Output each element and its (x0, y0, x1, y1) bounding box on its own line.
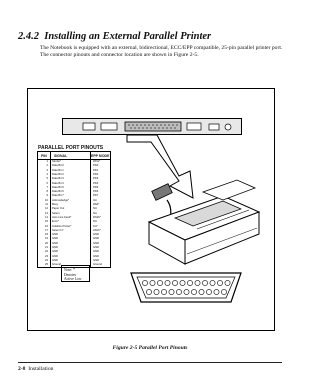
pin-epp-mode: PD4 (93, 181, 99, 185)
pinout-table (37, 151, 111, 268)
pin-epp-mode: AStrb* (93, 228, 101, 232)
pin-number: 15 (45, 220, 48, 224)
pin-epp-mode: NU (93, 220, 97, 224)
pin-signal: Data Bit 5 (52, 185, 64, 189)
pin-signal: Initialize Printer* (52, 224, 72, 228)
page-footer (18, 366, 53, 372)
pin-epp-mode: Wait* (93, 203, 100, 206)
pin-epp-mode: PD7 (93, 194, 99, 198)
pin-number: 18 (45, 233, 48, 237)
pinout-row (38, 177, 110, 181)
pin-epp-mode: GND (93, 233, 99, 237)
pin-number: 4 (46, 172, 48, 176)
pin-epp-mode: PD5 (93, 185, 99, 189)
pin-number: 6 (46, 181, 48, 185)
pinout-row (38, 207, 110, 211)
pinout-row (38, 212, 110, 216)
pin-signal: Data Bit 7 (52, 194, 64, 198)
pin-signal: Auto Line Feed* (52, 215, 72, 219)
pin-epp-mode: GND (93, 254, 99, 258)
pin-number: 17 (45, 228, 48, 232)
note-line-2: Active Low (64, 277, 82, 282)
pin-number: 2 (46, 164, 48, 168)
pin-signal: Select In* (52, 228, 64, 232)
pin-epp-mode: Ground (93, 263, 102, 267)
page-number: 2-8 (18, 366, 26, 372)
pin-number: 23 (45, 254, 48, 258)
pin-number: 13 (45, 211, 48, 215)
pinout-row (38, 246, 110, 250)
pin-signal: GND (52, 233, 58, 237)
pinout-row (38, 160, 110, 164)
pinout-row (38, 237, 110, 241)
pin-epp-mode: Init* (93, 224, 98, 228)
pin-number: 3 (46, 168, 48, 172)
pin-epp-mode: PD1 (93, 168, 99, 172)
section-title: Installing an External Parallel Printer (44, 31, 212, 42)
pin-epp-mode: Write* (93, 160, 101, 163)
pinout-row (38, 229, 110, 233)
pinout-row (38, 164, 110, 168)
pinout-row (38, 225, 110, 229)
note-line-1: Note: * Denotes (64, 268, 77, 277)
pinout-row (38, 220, 110, 224)
pin-signal: Ground (52, 263, 61, 267)
pin-signal: GND (52, 246, 58, 249)
pin-epp-mode: PD3 (93, 177, 99, 181)
pin-signal: GND (52, 254, 58, 258)
pin-signal: Select (52, 211, 60, 215)
header-signal: SIGNAL (54, 153, 68, 158)
pinout-row (38, 233, 110, 237)
header-epp-mode: EPP MODE (91, 153, 110, 158)
header-pin: PIN (41, 153, 47, 158)
pin-signal: Data Bit 4 (52, 181, 64, 185)
pin-epp-mode: GND (93, 258, 99, 262)
pin-number: 5 (46, 177, 48, 181)
pin-epp-mode: PD0 (93, 164, 99, 168)
pinout-row (38, 186, 110, 190)
pin-signal: Data Bit 1 (52, 168, 64, 172)
pin-signal: Strobe* (52, 160, 61, 163)
pin-number: 10 (45, 198, 48, 202)
pin-signal: Data Bit 0 (52, 164, 64, 168)
pin-number: 20 (45, 241, 48, 245)
pinouts-title: PARALLEL PORT PINOUTS (38, 145, 104, 151)
pin-epp-mode: PD2 (93, 172, 99, 176)
pin-epp-mode: NU (93, 207, 97, 211)
pin-number: 7 (46, 185, 48, 189)
pin-epp-mode: DStrb* (93, 215, 101, 219)
pin-number: 1 (46, 160, 48, 163)
pin-number: 8 (46, 190, 48, 194)
pin-signal: Acknowledge* (52, 198, 70, 202)
footer-label: Installation (28, 366, 54, 372)
pin-number: 19 (45, 237, 48, 241)
pin-epp-mode: GND (93, 250, 99, 254)
footer-rule (18, 362, 282, 363)
pinout-row (38, 216, 110, 220)
section-heading (18, 31, 211, 42)
pinout-row (38, 242, 110, 246)
pin-number: 25 (45, 263, 48, 267)
pin-epp-mode: Intr (93, 198, 97, 202)
pin-number: 14 (45, 215, 48, 219)
pinout-row (38, 190, 110, 194)
pin-signal: GND (52, 250, 58, 254)
pin-number: 9 (46, 194, 48, 198)
pinout-row (38, 199, 110, 203)
pin-epp-mode: PD6 (93, 190, 99, 194)
pin-signal: Data Bit 2 (52, 172, 64, 176)
pinout-row (38, 255, 110, 259)
pinout-row (38, 203, 110, 207)
pin-number: 12 (45, 207, 48, 211)
pin-epp-mode: GND (93, 246, 99, 249)
pin-epp-mode: NU (93, 211, 97, 215)
figure-caption: Figure 2-5 Parallel Port Pinouts (112, 345, 188, 351)
pin-number: 22 (45, 250, 48, 254)
pinout-row (38, 173, 110, 177)
pinout-row (38, 182, 110, 186)
pin-signal: Data Bit 6 (52, 190, 64, 194)
pinout-row (38, 169, 110, 173)
pin-signal: Paper Out (52, 207, 65, 211)
pin-signal: Error* (52, 220, 60, 224)
intro-paragraph: The Notebook is equipped with an external, bidirectional, ECC/EPP compatible, 25-pin parallel printer port. The connector pinouts and connector location are shown in Figure 2-5. (40, 45, 283, 59)
pin-signal: GND (52, 258, 58, 262)
pin-number: 11 (45, 203, 48, 206)
section-number: 2.4.2 (18, 31, 39, 42)
pin-number: 24 (45, 258, 48, 262)
pin-signal: GND (52, 237, 58, 241)
pinout-row (38, 250, 110, 254)
active-low-note (61, 265, 90, 282)
pin-epp-mode: GND (93, 241, 99, 245)
pinout-row (38, 194, 110, 198)
pinout-table-header (38, 152, 110, 160)
pin-signal: Busy (52, 203, 58, 206)
pin-number: 21 (45, 246, 48, 249)
pin-epp-mode: GND (93, 237, 99, 241)
pin-signal: GND (52, 241, 58, 245)
pin-number: 16 (45, 224, 48, 228)
pin-signal: Data Bit 3 (52, 177, 64, 181)
